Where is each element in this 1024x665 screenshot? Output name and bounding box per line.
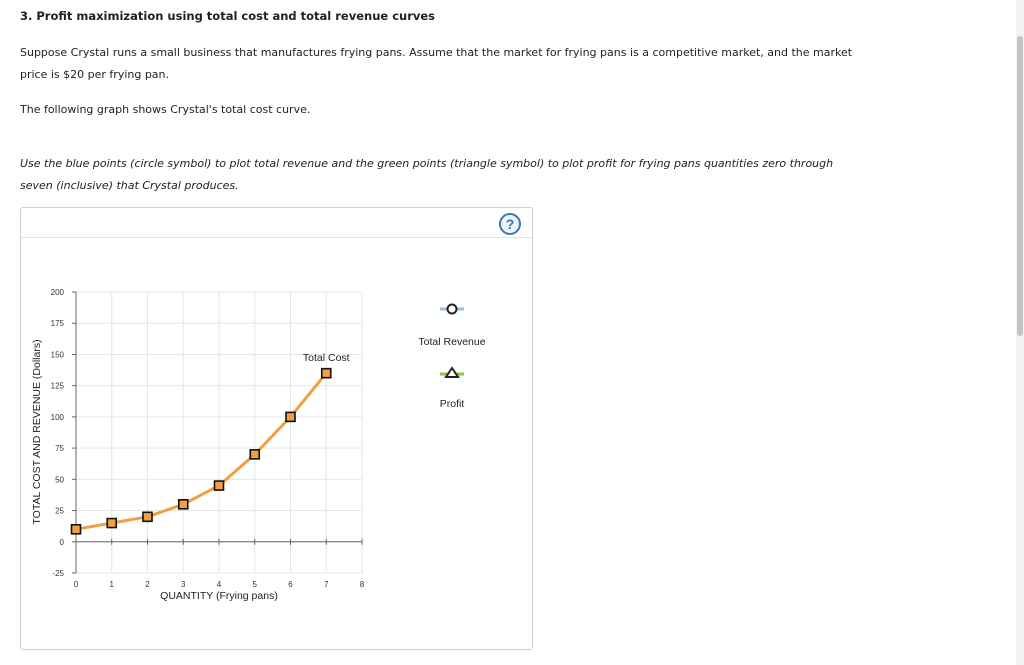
x-tick-label: 0 <box>73 580 79 589</box>
y-tick-label: -25 <box>52 569 64 578</box>
palette-total-revenue[interactable] <box>418 305 485 349</box>
total-cost-point <box>215 481 224 490</box>
x-tick-label: 1 <box>109 580 114 589</box>
x-tick-label: 7 <box>324 580 329 589</box>
scrollbar-track[interactable] <box>1016 0 1024 665</box>
total-cost-point <box>250 450 259 459</box>
question-title: 3. Profit maximization using total cost and total revenue curves <box>20 9 436 23</box>
total-cost-point <box>72 525 81 534</box>
palette-profit-label: Profit <box>439 398 465 410</box>
total-cost-line <box>76 373 326 529</box>
chart-axes <box>51 288 365 589</box>
y-tick-label: 200 <box>50 288 64 297</box>
x-tick-label: 5 <box>252 580 257 589</box>
total-cost-point <box>143 512 152 521</box>
x-axis-title: QUANTITY (Frying pans) <box>160 590 278 602</box>
x-tick-label: 2 <box>145 580 150 589</box>
help-icon[interactable]: ? <box>499 213 521 235</box>
total-cost-point <box>322 369 331 378</box>
y-axis-title: TOTAL COST AND REVENUE (Dollars) <box>31 339 43 525</box>
circle-icon[interactable] <box>448 305 457 314</box>
graph-note: The following graph shows Crystal's total cost curve. <box>20 103 311 116</box>
x-tick-label: 4 <box>216 580 222 589</box>
y-tick-label: 0 <box>59 537 64 547</box>
palette-total-revenue-label: Total Revenue <box>418 336 486 348</box>
y-tick-label: 125 <box>50 381 64 391</box>
question-intro: Suppose Crystal runs a small business that manufactures frying pans. Assume that the market for frying pans is a competitive market, and the market price is $20 per frying pan. <box>20 46 853 81</box>
chart-series <box>72 369 331 534</box>
total-cost-point <box>107 519 116 528</box>
x-tick-label: 6 <box>288 580 293 589</box>
y-tick-label: 175 <box>50 319 64 329</box>
y-tick-label: 150 <box>50 350 64 360</box>
x-tick-label: 8 <box>359 580 365 589</box>
y-tick-label: 100 <box>50 412 64 422</box>
total-cost-point <box>286 412 295 421</box>
total-cost-point <box>179 500 188 509</box>
x-tick-label: 3 <box>181 580 186 589</box>
y-tick-label: 25 <box>55 506 64 516</box>
palette-profit[interactable] <box>440 368 465 410</box>
scrollbar-thumb[interactable] <box>1017 36 1023 336</box>
instruction-text: Use the blue points (circle symbol) to plot total revenue and the green points (triangle symbol) to plot profit for frying pans quantities zero through seven (inclusive) that Crystal produces. <box>20 157 834 192</box>
triangle-icon[interactable] <box>446 368 458 377</box>
y-tick-label: 75 <box>55 444 64 454</box>
series-label-total-cost: Total Cost <box>302 352 350 365</box>
y-tick-label: 50 <box>55 475 64 485</box>
chart-grid <box>76 292 362 573</box>
